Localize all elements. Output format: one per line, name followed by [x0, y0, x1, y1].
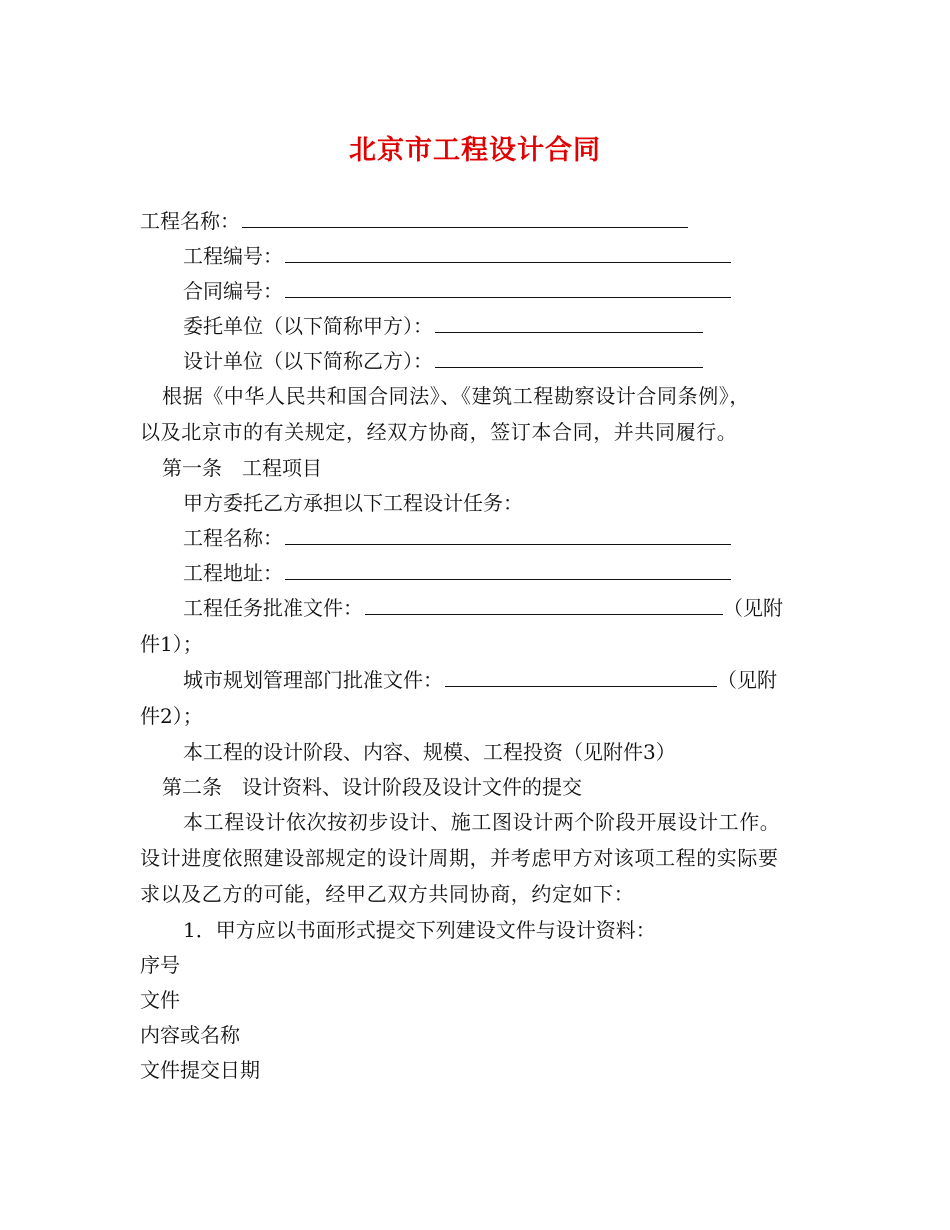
- contract-no-blank[interactable]: [285, 275, 731, 298]
- table-header-file: 文件: [140, 988, 180, 1012]
- contract-no-field: [183, 273, 731, 309]
- designer-label: 设计单位（以下简称乙方）：: [183, 349, 433, 373]
- approval-doc-label: 工程任务批准文件：: [183, 596, 363, 620]
- project-name-label: 工程名称：: [140, 209, 240, 233]
- planning-doc-suffix: （见附: [717, 668, 777, 692]
- planning-doc-blank[interactable]: [445, 664, 717, 687]
- design-scope: 本工程的设计阶段、内容、规模、工程投资（见附件3）: [183, 740, 676, 764]
- task-address-label: 工程地址：: [183, 561, 283, 585]
- table-header-index: 序号: [140, 953, 180, 977]
- designer-blank[interactable]: [435, 345, 703, 368]
- article-2-heading: 第二条 设计资料、设计阶段及设计文件的提交: [162, 775, 582, 799]
- client-blank[interactable]: [435, 310, 703, 333]
- task-address-field: [183, 555, 731, 591]
- approval-doc-blank[interactable]: [365, 592, 723, 615]
- client-label: 委托单位（以下简称甲方）：: [183, 314, 433, 338]
- table-header-date: 文件提交日期: [140, 1058, 260, 1082]
- project-no-label: 工程编号：: [183, 244, 283, 268]
- task-name-label: 工程名称：: [183, 526, 283, 550]
- preamble-line-2: 以及北京市的有关规定，经双方协商，签订本合同，并共同履行。: [140, 420, 738, 444]
- project-name-blank[interactable]: [242, 205, 688, 228]
- document-title: 北京市工程设计合同: [349, 135, 601, 166]
- project-name-field: [140, 203, 688, 239]
- planning-doc-field: [183, 662, 777, 698]
- contract-no-label: 合同编号：: [183, 279, 283, 303]
- article-2-item-1: 1．甲方应以书面形式提交下列建设文件与设计资料：: [183, 918, 656, 942]
- article-2-line-1: 本工程设计依次按初步设计、施工图设计两个阶段开展设计工作。: [183, 810, 781, 834]
- planning-doc-continuation: 件2）；: [140, 704, 203, 728]
- article-1-intro: 甲方委托乙方承担以下工程设计任务：: [183, 491, 523, 515]
- article-1-heading: 第一条 工程项目: [162, 456, 322, 480]
- task-name-blank[interactable]: [285, 522, 731, 545]
- approval-doc-suffix: （见附: [723, 596, 783, 620]
- approval-doc-field: [183, 590, 783, 626]
- article-2-line-2: 设计进度依照建设部规定的设计周期，并考虑甲方对该项工程的实际要: [140, 846, 779, 870]
- planning-doc-label: 城市规划管理部门批准文件：: [183, 668, 443, 692]
- task-address-blank[interactable]: [285, 557, 731, 580]
- designer-field: [183, 343, 703, 379]
- project-no-blank[interactable]: [285, 240, 731, 263]
- article-2-line-3: 求以及乙方的可能，经甲乙双方共同协商，约定如下：: [140, 882, 635, 906]
- table-header-content: 内容或名称: [140, 1023, 240, 1047]
- preamble-line-1: 根据《中华人民共和国合同法》、《建筑工程勘察设计合同条例》，: [162, 384, 750, 408]
- client-field: [183, 308, 703, 344]
- approval-doc-continuation: 件1）；: [140, 632, 203, 656]
- project-no-field: [183, 238, 731, 274]
- task-name-field: [183, 520, 731, 556]
